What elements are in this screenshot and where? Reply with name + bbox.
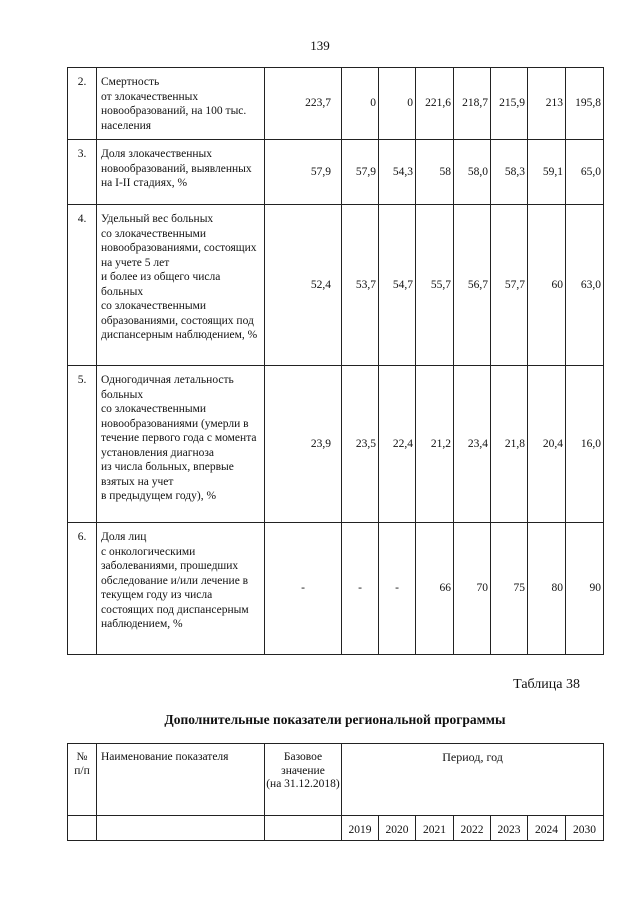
year-value: 218,7	[454, 68, 491, 140]
year-value: 0	[379, 68, 416, 140]
row-number: 4.	[68, 205, 97, 366]
year-value: 57,7	[491, 205, 528, 366]
year-value: 90	[566, 523, 604, 655]
year-value: 21,8	[491, 366, 528, 523]
year-value: 54,7	[379, 205, 416, 366]
table-row	[68, 68, 604, 140]
year-header: 2019	[342, 816, 379, 841]
header-num-text: № п/п	[74, 751, 90, 777]
row-number: 3.	[68, 140, 97, 205]
base-value: 57,9	[265, 140, 342, 205]
year-value: 66	[416, 523, 454, 655]
year-value: 22,4	[379, 366, 416, 523]
row-number: 2.	[68, 68, 97, 140]
year-value: 16,0	[566, 366, 604, 523]
table-row	[68, 140, 604, 205]
page-number: 139	[310, 38, 330, 53]
year-value: 21,2	[416, 366, 454, 523]
year-value: 213	[528, 68, 566, 140]
row-number: 6.	[68, 523, 97, 655]
year-value: 23,4	[454, 366, 491, 523]
base-value: -	[265, 523, 342, 655]
indicator-name: Доля злокачественных новообразований, выявленных на I-II стадиях, %	[97, 140, 265, 205]
year-header: 2023	[491, 816, 528, 841]
base-value: 223,7	[265, 68, 342, 140]
year-value: 54,3	[379, 140, 416, 205]
year-header: 2022	[454, 816, 491, 841]
year-header: 2024	[528, 816, 566, 841]
indicator-name: Одногодичная летальность больных со злокачественными новообразованиями (умерли в течение первого года с момента установления диагноза из числа больных, впервые взятых на учет в предыдущем году), %	[97, 366, 265, 523]
empty-cell	[97, 816, 265, 841]
header-period: Период, год	[342, 744, 604, 816]
base-value: 23,9	[265, 366, 342, 523]
base-value: 52,4	[265, 205, 342, 366]
year-value: 70	[454, 523, 491, 655]
table-row	[68, 205, 604, 366]
header-base-text: Базовое значение (на 31.12.2018)	[266, 751, 340, 790]
header-row	[68, 744, 604, 816]
table-row	[68, 366, 604, 523]
year-value: 195,8	[566, 68, 604, 140]
year-header: 2030	[566, 816, 604, 841]
indicators-table	[67, 67, 604, 655]
table-row	[68, 523, 604, 655]
year-value: 59,1	[528, 140, 566, 205]
header-name: Наименование показателя	[97, 744, 265, 816]
header-num	[68, 744, 97, 816]
year-value: 56,7	[454, 205, 491, 366]
section-title: Дополнительные показатели региональной программы	[164, 712, 506, 727]
indicator-name: Удельный вес больных со злокачественными новообразованиями, состоящих на учете 5 лет и более из общего числа больных со злокачественными образованиями, состоящих под диспансерным наблюдением, %	[97, 205, 265, 366]
empty-cell	[68, 816, 97, 841]
year-value: 53,7	[342, 205, 379, 366]
year-value: 80	[528, 523, 566, 655]
year-value: 65,0	[566, 140, 604, 205]
year-value: 58	[416, 140, 454, 205]
header-base	[265, 744, 342, 816]
year-value: 75	[491, 523, 528, 655]
year-header: 2021	[416, 816, 454, 841]
year-value: 221,6	[416, 68, 454, 140]
empty-cell	[265, 816, 342, 841]
year-value: 60	[528, 205, 566, 366]
year-value: 55,7	[416, 205, 454, 366]
row-number: 5.	[68, 366, 97, 523]
year-value: -	[342, 523, 379, 655]
year-value: 23,5	[342, 366, 379, 523]
indicator-name: Смертность от злокачественных новообразований, на 100 тыс. населения	[97, 68, 265, 140]
additional-indicators-table	[67, 743, 604, 841]
year-value: 215,9	[491, 68, 528, 140]
year-value: -	[379, 523, 416, 655]
table-caption: Таблица 38	[513, 677, 580, 692]
year-value: 57,9	[342, 140, 379, 205]
year-value: 0	[342, 68, 379, 140]
year-value: 20,4	[528, 366, 566, 523]
year-value: 63,0	[566, 205, 604, 366]
year-value: 58,0	[454, 140, 491, 205]
years-row	[68, 816, 604, 841]
indicator-name: Доля лиц с онкологическими заболеваниями, прошедших обследование и/или лечение в текущем году из числа состоящих под диспансерным наблюдением, %	[97, 523, 265, 655]
year-value: 58,3	[491, 140, 528, 205]
year-header: 2020	[379, 816, 416, 841]
